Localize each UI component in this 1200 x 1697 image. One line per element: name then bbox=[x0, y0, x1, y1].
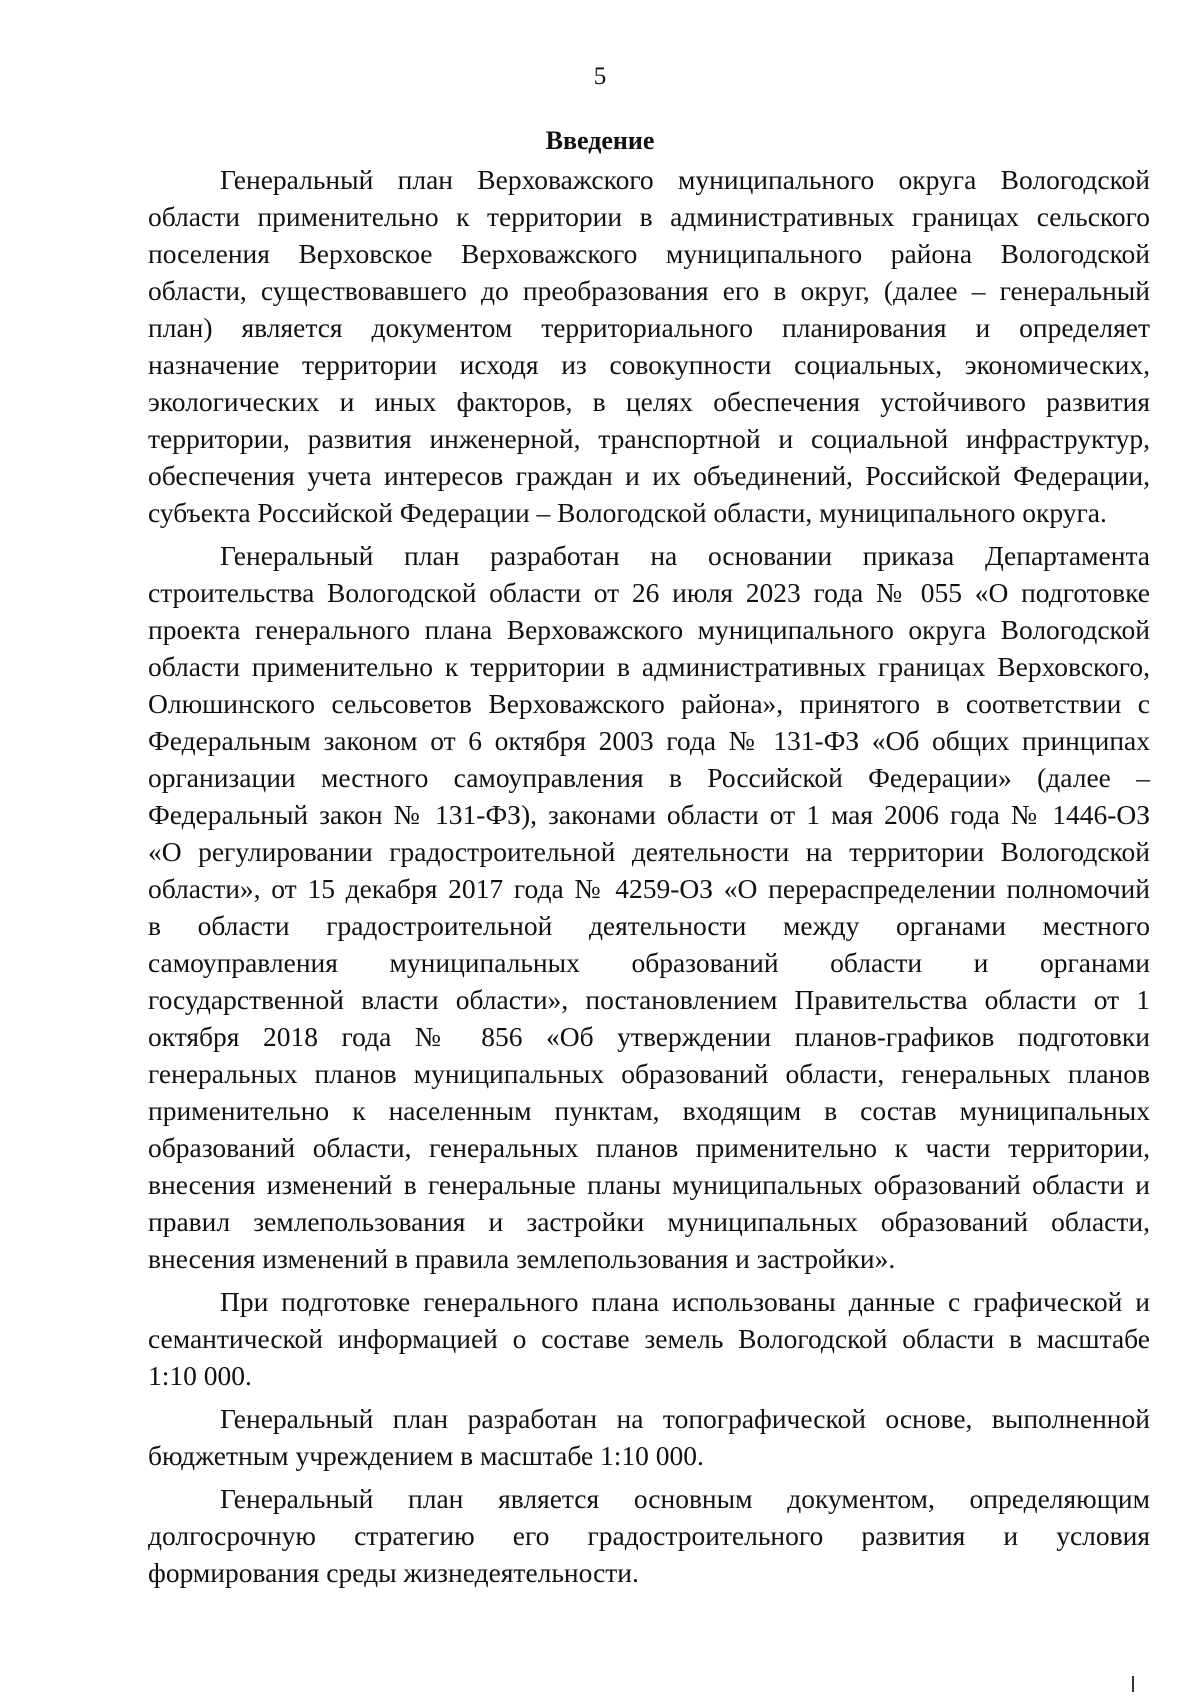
text-line: строительства Вологодской области от 26 июля 2023 года № 055 «О подготовке bbox=[148, 577, 1150, 608]
text-line: Генеральный план Верховажского муниципального округа Вологодской bbox=[220, 164, 1150, 195]
text-line: октября 2018 года № 856 «Об утверждении планов-графиков подготовки bbox=[148, 1021, 1150, 1052]
text-line: Генеральный план является основным документом, определяющим bbox=[220, 1483, 1150, 1514]
text-line: в области градостроительной деятельности между органами местного bbox=[148, 910, 1150, 941]
text-line: генеральных планов муниципальных образований области, генеральных планов bbox=[148, 1058, 1150, 1089]
text-line: территории, развития инженерной, транспортной и социальной инфраструктур, bbox=[148, 423, 1150, 454]
text-line: Федеральным законом от 6 октября 2003 года № 131-ФЗ «Об общих принципах bbox=[148, 725, 1150, 756]
text-line: применительно к населенным пунктам, входящим в состав муниципальных bbox=[148, 1095, 1150, 1126]
text-line: Олюшинского сельсоветов Верховажского района», принятого в соответствии с bbox=[148, 688, 1150, 719]
text-line: области применительно к территории в административных границах Верховского, bbox=[148, 651, 1150, 682]
paragraph bbox=[148, 537, 1150, 1277]
paragraph bbox=[148, 1400, 1150, 1474]
text-line: субъекта Российской Федерации – Вологодской области, муниципального округа. bbox=[148, 497, 1107, 528]
text-line: «О регулировании градостроительной деятельности на территории Вологодской bbox=[148, 836, 1150, 867]
text-line: назначение территории исходя из совокупности социальных, экономических, bbox=[148, 349, 1150, 380]
text-line: семантической информацией о составе земель Вологодской области в масштабе bbox=[148, 1323, 1150, 1354]
text-line: внесения изменений в генеральные планы муниципальных образований области и bbox=[148, 1169, 1150, 1200]
text-line: долгосрочную стратегию его градостроительного развития и условия bbox=[148, 1520, 1150, 1551]
text-line: план) является документом территориального планирования и определяет bbox=[148, 312, 1150, 343]
text-line: организации местного самоуправления в Российской Федерации» (далее – bbox=[148, 762, 1150, 793]
text-line: Генеральный план разработан на топографической основе, выполненной bbox=[220, 1403, 1150, 1434]
text-line: обеспечения учета интересов граждан и их объединений, Российской Федерации, bbox=[148, 460, 1150, 491]
paragraph bbox=[148, 1480, 1150, 1591]
page-number: 5 bbox=[593, 63, 607, 90]
text-line: поселения Верховское Верховажского муниципального района Вологодской bbox=[148, 238, 1150, 269]
text-line: 1:10 000. bbox=[148, 1360, 252, 1391]
text-line: При подготовке генерального плана использованы данные с графической и bbox=[220, 1286, 1150, 1317]
section-title: Введение bbox=[545, 126, 655, 155]
text-line: внесения изменений в правила землепользования и застройки». bbox=[148, 1243, 896, 1274]
text-line: Генеральный план разработан на основании приказа Департамента bbox=[220, 540, 1150, 571]
text-line: правил землепользования и застройки муниципальных образований области, bbox=[148, 1206, 1150, 1237]
text-line: экологических и иных факторов, в целях обеспечения устойчивого развития bbox=[148, 386, 1150, 417]
text-line: формирования среды жизнедеятельности. bbox=[148, 1557, 639, 1588]
text-line: области», от 15 декабря 2017 года № 4259-ОЗ «О перераспределении полномочий bbox=[148, 873, 1150, 904]
text-line: образований области, генеральных планов применительно к части территории, bbox=[148, 1132, 1150, 1163]
text-line: проекта генерального плана Верховажского муниципального округа Вологодской bbox=[148, 614, 1150, 645]
scan-artifact-mark bbox=[1132, 1676, 1134, 1692]
paragraph bbox=[148, 161, 1150, 531]
text-line: Федеральный закон № 131-ФЗ), законами области от 1 мая 2006 года № 1446-ОЗ bbox=[148, 799, 1150, 830]
text-line: самоуправления муниципальных образований области и органами bbox=[148, 947, 1150, 978]
paragraph bbox=[148, 1283, 1150, 1394]
text-line: бюджетным учреждением в масштабе 1:10 000. bbox=[148, 1440, 704, 1471]
text-line: области, существовавшего до преобразования его в округ, (далее – генеральный bbox=[148, 275, 1150, 306]
text-line: государственной власти области», постановлением Правительства области от 1 bbox=[148, 984, 1150, 1015]
body-text bbox=[148, 161, 1150, 1597]
text-line: области применительно к территории в административных границах сельского bbox=[148, 201, 1150, 232]
